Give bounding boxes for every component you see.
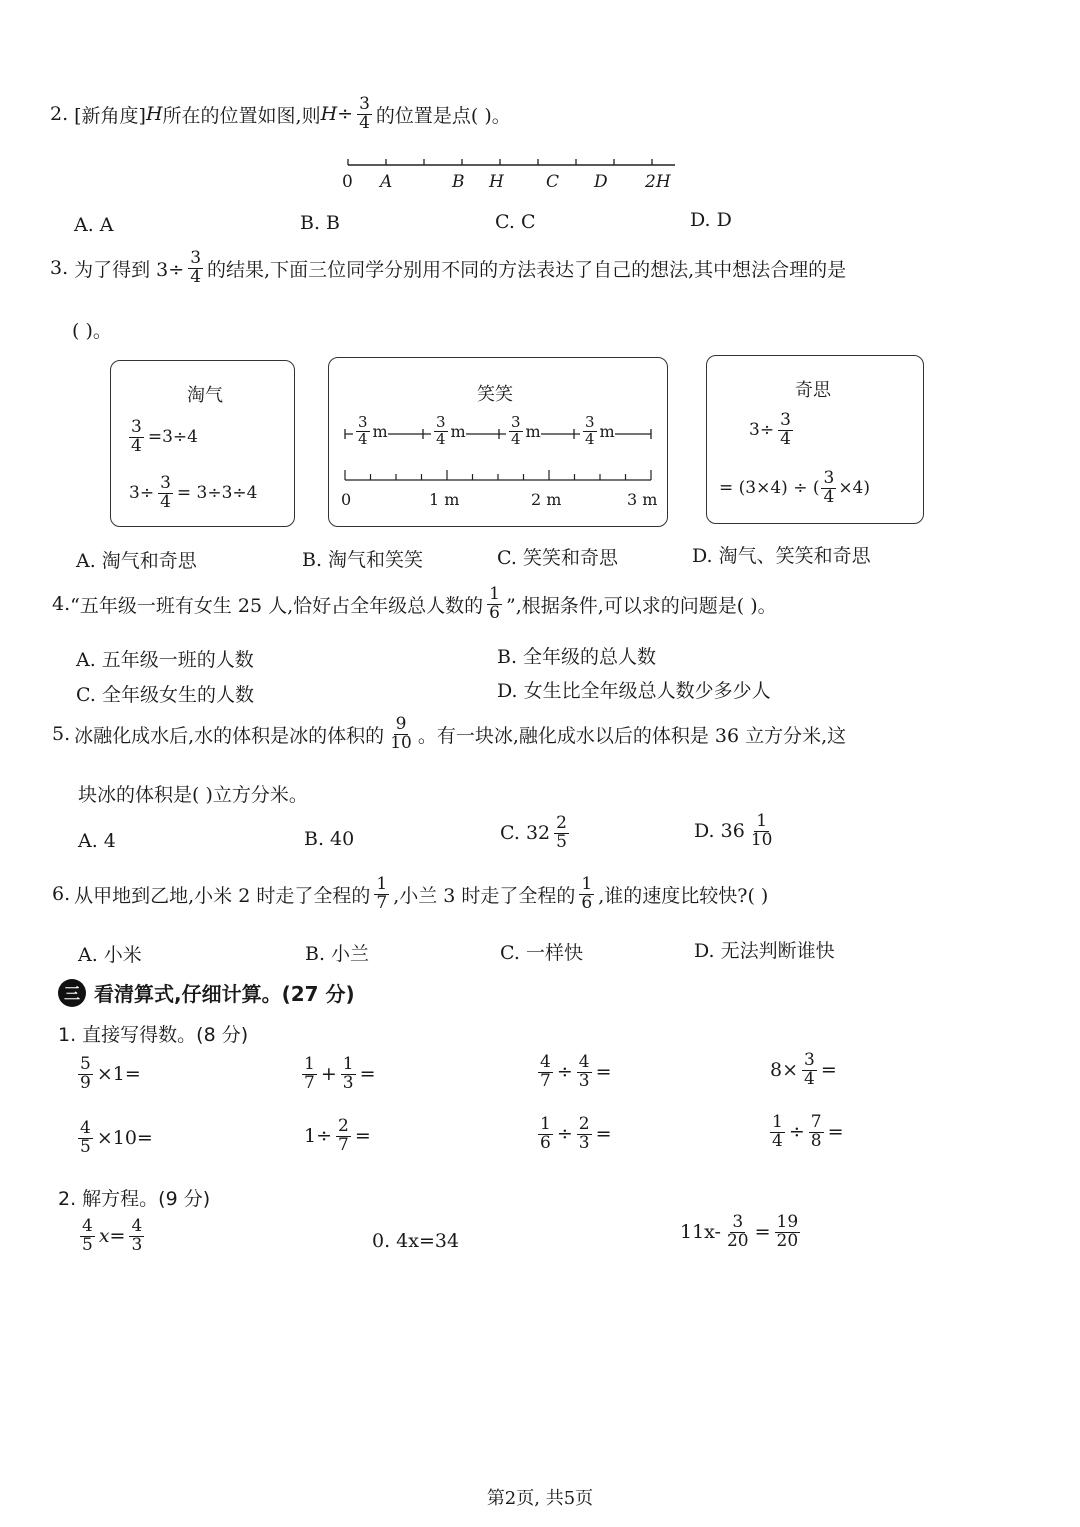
equation-3: 11x- $\frac{3}{20}$ = $\frac{19}{20}$ <box>680 1212 799 1251</box>
q6-option-c[interactable]: C. 一样快 <box>500 942 583 964</box>
xiaoxiao-box <box>328 357 668 527</box>
q4-text-2: ”,根据条件,可以求的问题是( )。 <box>505 594 777 617</box>
q2-div-sign: ÷ <box>337 103 354 126</box>
q2-option-c[interactable]: C. C <box>495 211 536 233</box>
q6-option-d[interactable]: D. 无法判断谁快 <box>694 940 835 962</box>
seg-unit-3: m <box>525 421 541 441</box>
q6-fraction-2: $\frac{1}{6}$ <box>581 874 593 913</box>
q2-var-h: H <box>145 103 163 126</box>
q6-option-b[interactable]: B. 小兰 <box>305 943 370 965</box>
q2-var-h2: H <box>320 103 338 126</box>
calc-r2c3: $\frac{1}{6}$ ÷ $\frac{2}{3}$ = <box>540 1114 612 1153</box>
q4-option-b[interactable]: B. 全年级的总人数 <box>497 646 657 668</box>
part-1-title: 1. 直接写得数。(8 分) <box>58 1024 249 1046</box>
q4-text: “五年级一班有女生 25 人,恰好占全年级总人数的 <box>70 594 484 617</box>
xiaoxiao-title: 笑笑 <box>477 384 513 405</box>
q5-option-b[interactable]: B. 40 <box>304 828 355 850</box>
taoqi-line2-left: 3÷ <box>129 483 155 504</box>
q5-option-c[interactable]: C. 32 $\frac{2}{5}$ <box>500 813 567 852</box>
calc-r2c1-text: ×10= <box>96 1127 153 1150</box>
qisi-line1: 3÷ $\frac{3}{4}$ <box>749 410 791 449</box>
qisi-line2-text-a: = (3×4) ÷ ( <box>719 478 820 499</box>
calc-r1c4-pre: 8× <box>770 1059 799 1082</box>
equation-3-pre: 11x- <box>680 1221 721 1244</box>
taoqi-line1-text: =3÷4 <box>147 427 198 448</box>
seg-unit-1: m <box>372 421 388 441</box>
q4-option-d[interactable]: D. 女生比全年级总人数少多少人 <box>497 680 771 702</box>
q5-stem <box>52 716 846 753</box>
q3-option-c[interactable]: C. 笑笑和奇思 <box>497 547 618 569</box>
q2-option-a[interactable]: A. A <box>74 214 114 236</box>
axis-label-d: D <box>594 172 608 192</box>
q4-stem <box>52 586 777 623</box>
q6-text-2: ,小兰 3 时走了全程的 <box>393 884 576 907</box>
q2-text: 所在的位置如图,则 <box>162 104 321 127</box>
section-3-badge: 三 <box>58 979 86 1007</box>
equation-2: 0. 4x=34 <box>372 1230 460 1252</box>
axis-label-b: B <box>452 172 465 192</box>
calc-r1c3-eq: = <box>595 1061 612 1084</box>
q3-text: 为了得到 3÷ <box>74 258 185 281</box>
calc-r1c2-op: + <box>320 1063 337 1086</box>
ruler-label-2m: 2 m <box>531 490 562 509</box>
taoqi-line2: 3÷ $\frac{3}{4}$ = 3÷3÷4 <box>129 473 258 512</box>
calc-r2c4-op: ÷ <box>788 1121 805 1144</box>
q6-number: 6. <box>52 883 71 906</box>
ruler-label-1m: 1 m <box>429 490 460 509</box>
q3-text-2: 的结果,下面三位同学分别用不同的方法表达了自己的想法,其中想法合理的是 <box>207 258 847 281</box>
taoqi-title: 淘气 <box>187 385 223 406</box>
seg-label-2: $\frac{3}{4}$ m <box>431 415 466 448</box>
axis-label-c: C <box>546 172 560 192</box>
q6-text-3: ,谁的速度比较快?( ) <box>598 884 769 907</box>
calc-r1c4-eq: = <box>820 1059 837 1082</box>
seg-label-4: $\frac{3}{4}$ m <box>580 415 615 448</box>
calc-r2c4-eq: = <box>827 1121 844 1144</box>
qisi-line2: = (3×4) ÷ ( $\frac{3}{4}$ ×4) <box>719 468 871 507</box>
equation-3-eq: = <box>754 1221 771 1244</box>
q4-number: 4. <box>52 593 71 616</box>
q2-option-d[interactable]: D. D <box>690 209 732 231</box>
calc-r1c3-op: ÷ <box>556 1061 573 1084</box>
q4-option-a[interactable]: A. 五年级一班的人数 <box>76 649 254 671</box>
taoqi-box <box>110 360 295 527</box>
taoqi-line2-text: = 3÷3÷4 <box>176 483 258 504</box>
calc-r1c4: 8× $\frac{3}{4}$ = <box>770 1050 837 1089</box>
q3-answer-paren: ( )。 <box>72 320 112 342</box>
qisi-title: 奇思 <box>795 380 831 401</box>
calc-r1c1-text: ×1= <box>96 1063 141 1086</box>
q3-option-b[interactable]: B. 淘气和笑笑 <box>302 549 424 571</box>
taoqi-line1: $\frac{3}{4}$ =3÷4 <box>131 417 198 456</box>
section-3-header <box>58 978 355 1007</box>
calc-r2c2-eq: = <box>354 1125 371 1148</box>
axis-label-h: H <box>489 172 504 192</box>
ruler-label-3m: 3 m <box>627 490 658 509</box>
seg-label-1: $\frac{3}{4}$ m <box>353 415 388 448</box>
calc-r2c1: $\frac{4}{5}$ ×10= <box>80 1118 153 1157</box>
q6-text: 从甲地到乙地,小米 2 时走了全程的 <box>74 884 371 907</box>
q5-text-2: 。有一块冰,融化成水以后的体积是 36 立方分米,这 <box>417 724 847 747</box>
calc-r1c1: $\frac{5}{9}$ ×1= <box>80 1054 141 1093</box>
q4-fraction: $\frac{1}{6}$ <box>489 584 500 623</box>
page-footer: 第2页, 共5页 <box>486 1488 594 1509</box>
q6-fraction-1: $\frac{1}{7}$ <box>376 874 388 913</box>
equation-1: $\frac{4}{5}$ x= $\frac{4}{3}$ <box>82 1216 143 1255</box>
calc-r2c2: 1÷ $\frac{2}{7}$ = <box>304 1116 371 1155</box>
q5-text: 冰融化成水后,水的体积是冰的体积的 <box>74 724 385 747</box>
q5-option-a[interactable]: A. 4 <box>78 830 116 852</box>
q3-number: 3. <box>50 257 69 280</box>
axis-label-2h: 2H <box>645 172 671 192</box>
calc-r1c2: $\frac{1}{7}$ + $\frac{1}{3}$ = <box>304 1054 376 1093</box>
qisi-line1-text: 3÷ <box>749 420 775 441</box>
q2-stem <box>50 96 511 133</box>
q3-fraction: $\frac{3}{4}$ <box>190 248 202 287</box>
calc-r1c2-eq: = <box>359 1063 376 1086</box>
q2-fraction: $\frac{3}{4}$ <box>359 94 370 133</box>
q6-stem <box>52 876 768 913</box>
q5-option-d-text: D. 36 <box>694 820 745 843</box>
q5-fraction: $\frac{9}{10}$ <box>390 714 412 753</box>
seg-label-3: $\frac{3}{4}$ m <box>506 415 541 448</box>
q2-text-end: 的位置是点( )。 <box>375 104 511 127</box>
calc-r2c2-pre: 1÷ <box>304 1125 333 1148</box>
equation-1-mid: x= <box>98 1225 126 1248</box>
q2-number: 2. <box>50 103 69 126</box>
section-3-title: 看清算式,仔细计算。(27 分) <box>94 982 355 1006</box>
q3-stem <box>50 250 846 287</box>
qisi-box <box>706 355 924 524</box>
calc-r1c3: $\frac{4}{7}$ ÷ $\frac{4}{3}$ = <box>540 1052 612 1091</box>
calc-r2c3-op: ÷ <box>556 1123 573 1146</box>
ruler-label-0: 0 <box>341 490 352 509</box>
q5-option-d[interactable]: D. 36 $\frac{1}{10}$ <box>694 811 773 850</box>
seg-unit-4: m <box>599 421 615 441</box>
q5-number: 5. <box>52 723 71 746</box>
axis-label-0: 0 <box>342 172 353 192</box>
calc-r2c3-eq: = <box>595 1123 612 1146</box>
part-2-title: 2. 解方程。(9 分) <box>58 1188 211 1210</box>
q2-option-b[interactable]: B. B <box>300 212 341 234</box>
qisi-line2-text-b: ×4) <box>838 478 871 499</box>
q2-tag: [新角度] <box>74 104 146 127</box>
seg-unit-2: m <box>450 421 466 441</box>
axis-label-a: A <box>380 172 393 192</box>
q5-line2: 块冰的体积是( )立方分米。 <box>78 784 308 806</box>
q3-option-d[interactable]: D. 淘气、笑笑和奇思 <box>692 545 871 567</box>
q6-option-a[interactable]: A. 小米 <box>78 944 142 966</box>
calc-r2c4: $\frac{1}{4}$ ÷ $\frac{7}{8}$ = <box>772 1112 844 1151</box>
q3-option-a[interactable]: A. 淘气和奇思 <box>76 550 197 572</box>
q4-option-c[interactable]: C. 全年级女生的人数 <box>76 684 254 706</box>
q5-option-c-text: C. 32 <box>500 822 551 845</box>
